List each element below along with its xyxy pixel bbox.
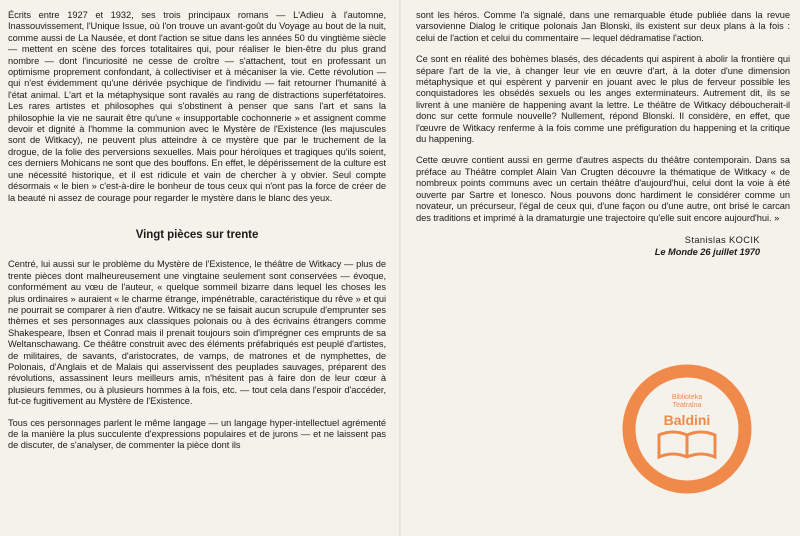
paragraph: sont les héros. Comme l'a signalé, dans une remarquable étude publiée dans la revue varsovienne Dialog le critique polonais Jan Blonski, ils existent sur deux plans à la fois : celui de l'action et celui du commentaire — lequel dédramatise l'action. — [416, 10, 790, 43]
stamp-name: Baldini — [663, 412, 711, 428]
left-column — [8, 10, 386, 462]
stamp-line2: Teatralna — [672, 402, 702, 409]
stamp-ring — [629, 371, 745, 487]
section-heading: Vingt pièces sur trente — [135, 228, 259, 241]
stamp-line1: Biblioteka — [671, 394, 703, 401]
paragraph: Centré, lui aussi sur le problème du Mystère de l'Existence, le théâtre de Witkacy — plus de trente pièces dont malheureusement une vingtaine seulement sont conservées — évoque, conformément au vœu de l'auteur, « quelque sommeil bizarre dans lequel les choses les plus ordinaires » auraient « le charme étrange, impénétrable, caractéristique du rêve » et qui ne pourrait se comparer à rien d'autre. Witkacy ne se faisait aucun scrupule d'emprunter ses thèmes et ses personnages aux classiques polonais ou à des écrivains étrangers comme Shakespeare, Ibsen et Conrad mais il prenait toujours soin d'imprégner ces emprunts de sa Weltanschawang. Ce théâtre construit avec des éléments préfabriqués est peuplé d'artistes, de militaires, de savants, d'aristocrates, de vamps, de matrones et de nymphettes, de Polonais, d'Anglais et de Malais qui asservissent des peuplades sauvages, préparent des révolutions, assassinent leurs meilleurs amis, n'hésitent pas à faire don de leur cœur à plusieurs femmes, ou à plusieurs hommes à la fois, etc. — tout cela dans l'espoir d'accéder, fut-ce fugitivement au Mystère de l'Existence. — [8, 259, 386, 407]
signature-name: Stanislas KOCIK — [684, 234, 760, 245]
book-icon — [659, 432, 715, 457]
paragraph: Cette œuvre contient aussi en germe d'autres aspects du théâtre contemporain. Dans sa préface au Théâtre complet Alain Van Crugten découvre la thématique de Witkacy « de nombreux points communs avec un certain théâtre d'aujourd'hui, celui dont la voie à été ouverte par Sartre et Ionesco. Nous pouvons donc hardiment le considérer comme un novateur, un précurseur, l'égal de ceux qui, d'une façon ou d'une autre, ont brisé le carcan des traditions et imprimé à la dramaturgie une trajectoire qu'elle suit encore aujourd'hui. » — [416, 155, 790, 223]
signature-source: Le Monde 26 juillet 1970 — [654, 246, 760, 257]
paragraph: Écrits entre 1927 et 1932, ses trois principaux romans — L'Adieu à l'automne, Inassouvissement, l'Unique Issue, où l'on trouve un avant-goût du Voyage au bout de la nuit, comme aussi de La Nausée, et dont l'action se situe dans les années 50 du vingtième siècle — mettent en scène des forces totalitaires qui, pour réaliser le bien-être du plus grand nombre — dont l'incuriosité ne cesse de croître — s'attachent, tout en professant un optimisme proprement confondant, à collectiviser et à mécaniser la vie. Cette révolution — qui n'est évidemment qu'une dérivée psychique de l'individu — fait retourner l'humanité à l'état animal. L'art et la métaphysique sont ravalés au rang de distractions superfétatoires. Les rares artistes et philosophes qui s'obstinent à penser que sans l'art et sans la philosophie la vie ne saurait être qu'une « insupportable cochonnerie » et assignent comme devoir et dignité à l'homme la communion avec le Mystère de l'Existence (les majuscules sont de Witkacy), ne peuvent plus atteindre à ce mystère que par le truchement de la drogue, de la folie des perversions sexuelles. Mais pour héroïques et tragiques qu'ils soient, ces derniers Mohicans ne sont que des bouffons. En effet, le dépérissement de la culture est une nécessité historique, et il est ridicule et vain de chercher à y obvier. Seul compte désormais « le bien » c'est-à-dire le bonheur de tous ceux qui n'ont pas la force de créer de la beauté ni assez de courage pour regarder le mystère dans le blanc des yeux. — [8, 10, 386, 203]
paragraph: Tous ces personnages parlent le même langage — un langage hyper-intellectuel agrémenté de la manière la plus succulente d'expressions populaires et de jurons — et ne laissent pas de discuter, de s'analyser, de commenter la pièce dont ils — [8, 417, 386, 451]
library-stamp-icon — [621, 363, 753, 495]
signature — [416, 234, 790, 258]
right-column — [416, 10, 790, 258]
page-fold — [399, 0, 401, 536]
paragraph: Ce sont en réalité des bohèmes blasés, des décadents qui aspirent à abolir la frontière qui sépare l'art de la vie, à changer leur vie en œuvre d'art, à la doter d'une dimension métaphysique et qui espèrent y parvenir en jouant avec le plus de ferveur possible les conquistadores les obsédés sexuels ou les anges exterminateurs. Autrement dit, ils se livrent à une manière de happening avant la lettre. Le théâtre de Witkacy déboucherait-il donc sur cette formule nouvelle? Nullement, répond Blonski. Il considère, en effet, que l'œuvre de Witkacy renferme à la fois comme une préfiguration du happening et la critique du happening. — [416, 54, 790, 145]
